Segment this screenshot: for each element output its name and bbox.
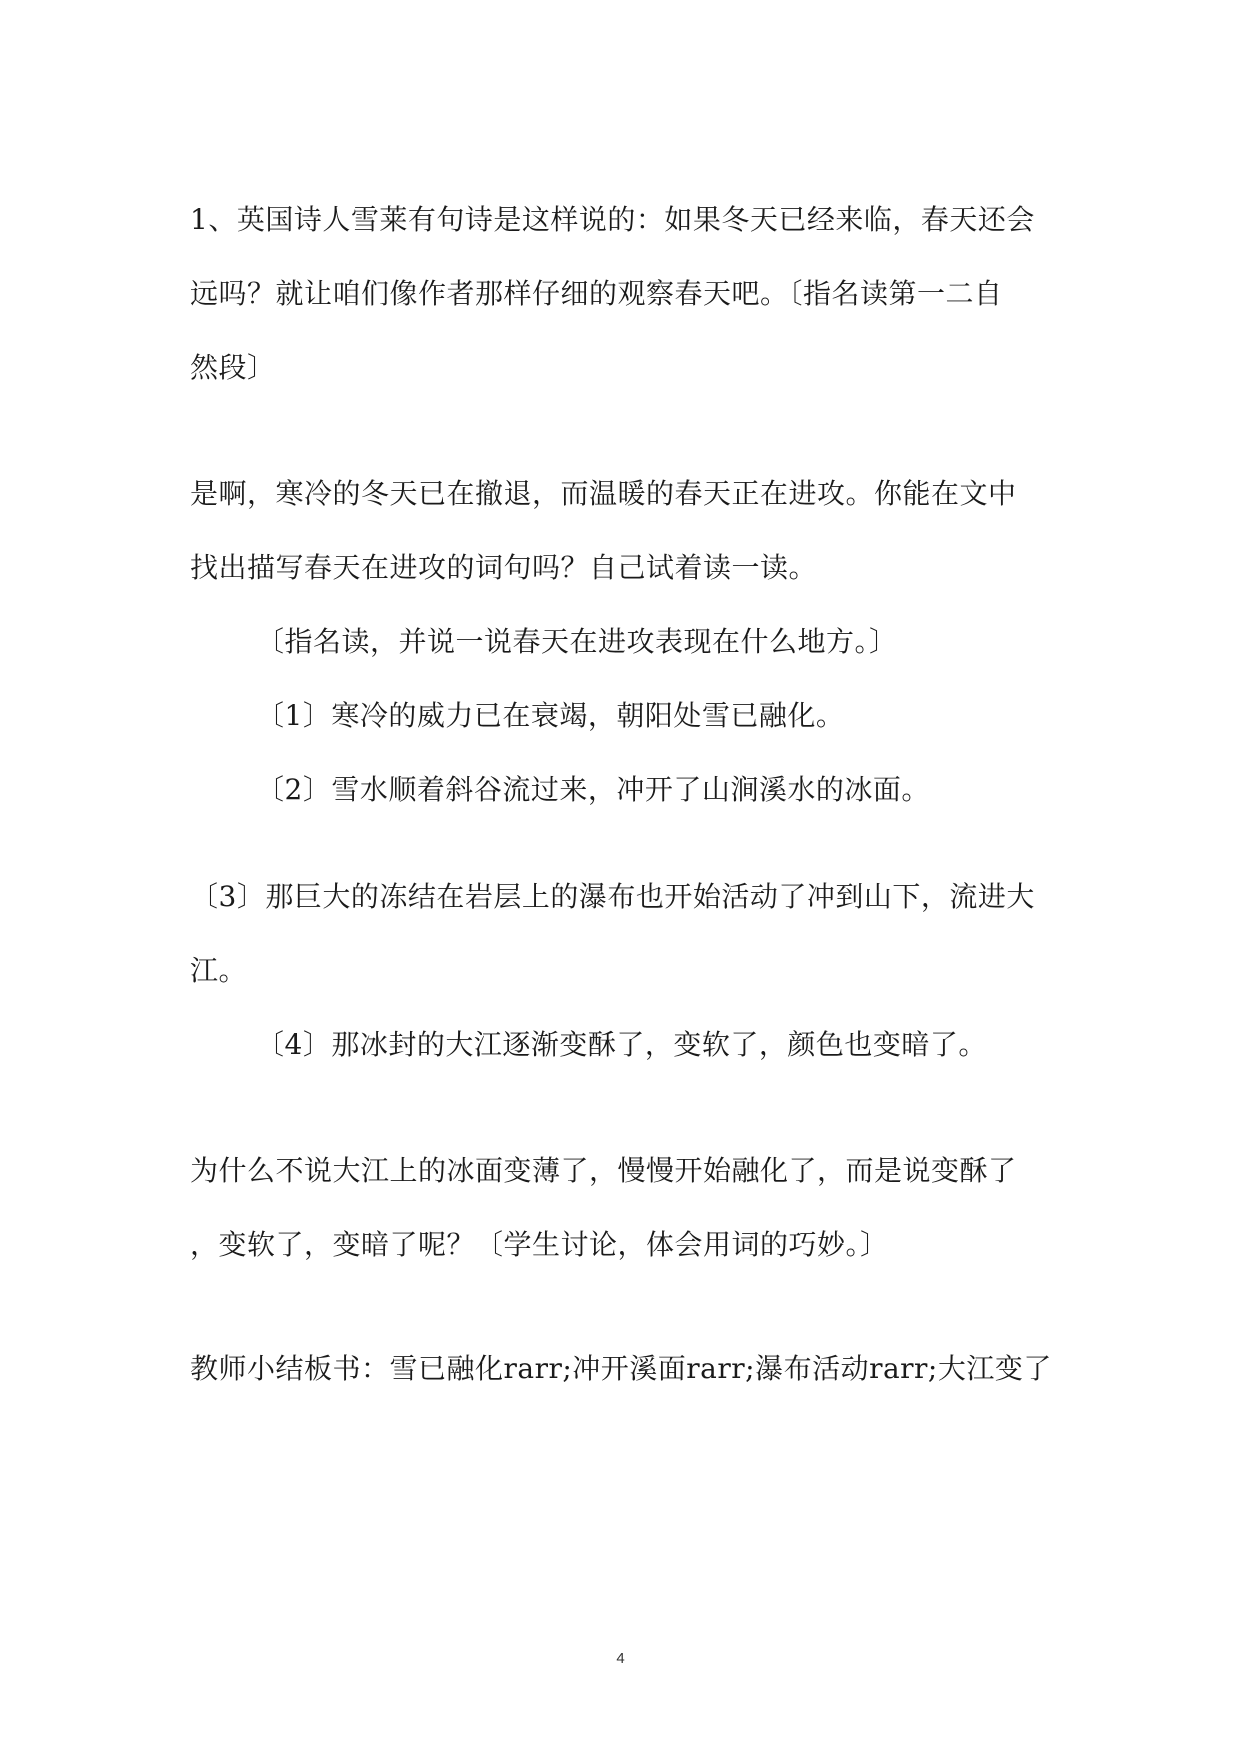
paragraph-question [190, 457, 1060, 605]
text-line: 是啊，寒冷的冬天已在撤退，而温暖的春天正在进攻。你能在文中 [190, 477, 1017, 510]
text-line: 〔4〕那冰封的大江逐渐变酥了，变软了，颜色也变暗了。 [256, 1028, 987, 1061]
text-line: 远吗？就让咱们像作者那样仔细的观察春天吧。〔指名读第一二自 [190, 277, 1003, 310]
text-line: 教师小结板书：雪已融化rarr;冲开溪面rarr;瀑布活动rarr;大江变了 [190, 1352, 1052, 1385]
text-line: 〔2〕雪水顺着斜谷流过来，冲开了山涧溪水的冰面。 [256, 773, 930, 806]
page-number: 4 [616, 1650, 625, 1667]
paragraph-summary [190, 1332, 1060, 1406]
list-item-4 [256, 1008, 1126, 1082]
text-line: 江。 [190, 954, 248, 987]
paragraph-instruction [256, 605, 1126, 679]
text-line: ，变软了，变暗了呢？〔学生讨论，体会用词的巧妙。〕 [190, 1228, 889, 1261]
text-line: 〔指名读，并说一说春天在进攻表现在什么地方。〕 [256, 625, 898, 658]
list-item-1 [256, 679, 1126, 753]
text-line: 1、英国诗人雪莱有句诗是这样说的：如果冬天已经来临，春天还会 [190, 203, 1035, 236]
text-line: 然段〕 [190, 351, 276, 384]
text-line: 〔1〕寒冷的威力已在衰竭，朝阳处雪已融化。 [256, 699, 845, 732]
paragraph-discussion [190, 1134, 1060, 1282]
paragraph-intro [190, 183, 1060, 405]
list-item-3 [190, 860, 1060, 1008]
text-line: 找出描写春天在进攻的词句吗？自己试着读一读。 [190, 551, 818, 584]
text-line: 为什么不说大江上的冰面变薄了，慢慢开始融化了，而是说变酥了 [190, 1154, 1017, 1187]
text-line: 〔3〕那巨大的冻结在岩层上的瀑布也开始活动了冲到山下，流进大 [190, 880, 1035, 913]
list-item-2 [256, 753, 1126, 827]
